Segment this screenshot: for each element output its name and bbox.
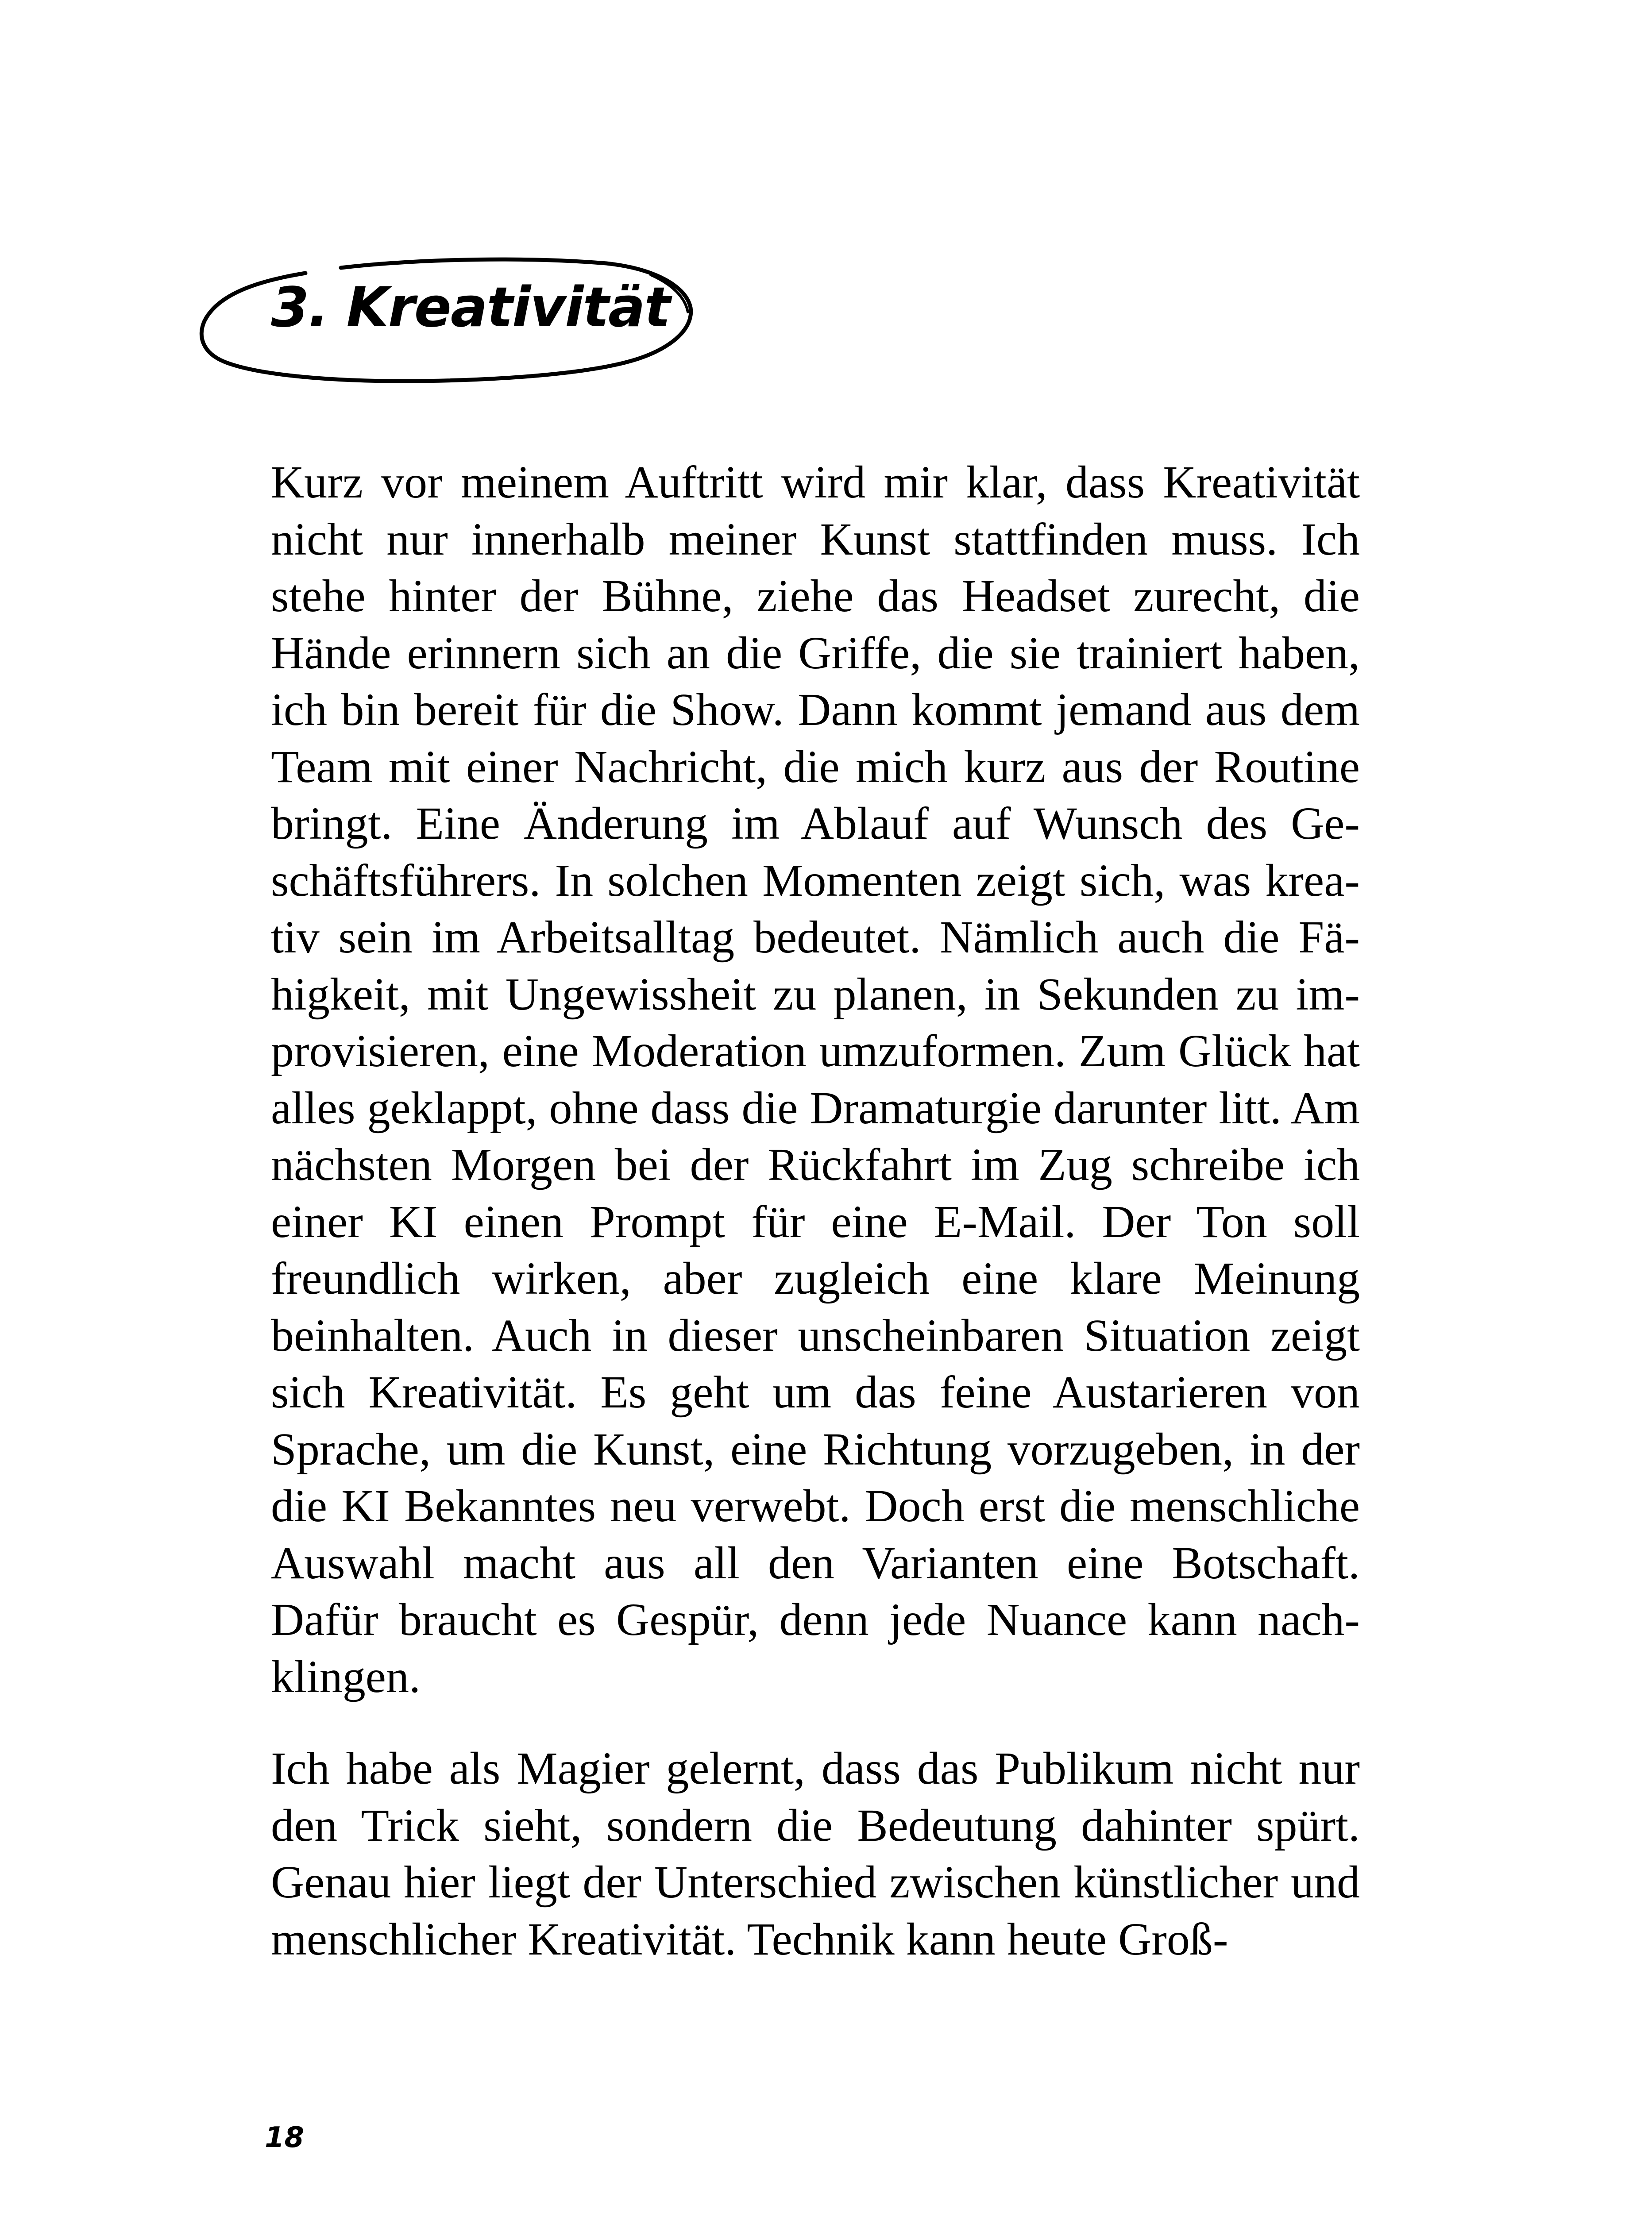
body-paragraph: Ich habe als Magier gelernt, dass das Publikum nicht nur den Trick sieht, sondern die Bedeutung dahinter spürt. Genau hier liegt der Unterschied zwischen künstlicher und menschlicher Kreativität. Technik kann heute Groß- xyxy=(271,1743,1360,1965)
body-paragraph: Kurz vor meinem Auftritt wird mir klar, dass Kreativität nicht nur innerhalb meiner Kunst stattfinden muss. Ich stehe hinter der Bühne, ziehe das Headset zurecht, die Hände erinnern sich an die Griffe, die sie trainiert haben, ich bin bereit für die Show. Dann kommt jemand aus dem Team mit einer Nachricht, die mich kurz aus der Routine bringt. Eine Änderung im Ablauf auf Wunsch des Geschäftsführers. In solchen Momenten zeigt sich, was kreativ sein im Arbeitsalltag bedeutet. Nämlich auch die Fähigkeit, mit Ungewissheit zu planen, in Sekunden zu improvisieren, eine Moderation umzuformen. Zum Glück hat alles geklappt, ohne dass die Dramaturgie darunter litt. Am nächsten Morgen bei der Rückfahrt im Zug schreibe ich einer KI einen Prompt für eine E-Mail. Der Ton soll freundlich wirken, aber zugleich eine klare Meinung beinhalten. Auch in dieser unscheinbaren Situation zeigt sich Kreativität. Es geht um das feine Austarieren von Sprache, um die Kunst, eine Richtung vorzugeben, in der die KI Bekanntes neu verwebt. Doch erst die menschliche Auswahl macht aus all den Varianten eine Botschaft. Dafür braucht es Gespür, denn jede Nuance kann nachklingen. xyxy=(271,457,1360,1702)
page-number: 18 xyxy=(265,2121,305,2154)
chapter-title: 3. Kreativität xyxy=(271,276,670,339)
chapter-heading xyxy=(195,246,699,392)
